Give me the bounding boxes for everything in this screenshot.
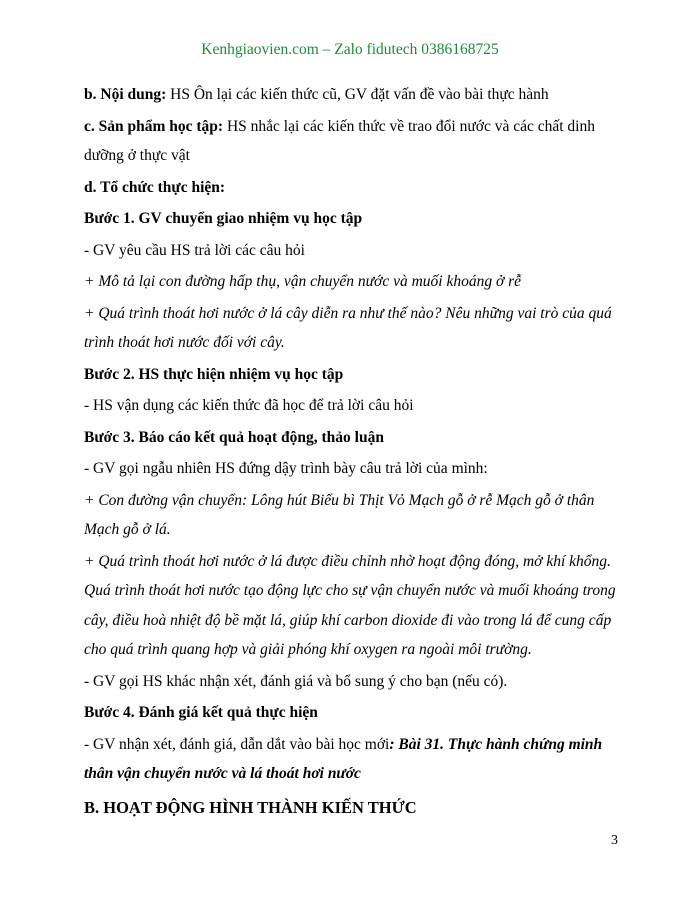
step4-line1-plain: - GV nhận xét, đánh giá, dẫn dắt vào bài học mới	[84, 735, 390, 753]
step4-title: Bước 4. Đánh giá kết quả thực hiện	[84, 704, 318, 721]
step3-line4: - GV gọi HS khác nhận xét, đánh giá và bổ sung ý cho bạn (nếu có).	[84, 672, 508, 690]
header-separator: –	[318, 41, 335, 58]
product-text: HS nhắc lại các kiến thức về trao đổi nước và các chất dinh dưỡng ở thực vật	[84, 117, 595, 164]
section-b-heading: B. HOẠT ĐỘNG HÌNH THÀNH KIẾN THỨC	[84, 797, 417, 817]
content-text: HS Ôn lại các kiến thức cũ, GV đặt vấn đề vào bài thực hành	[166, 86, 549, 103]
step3-line2: + Con đường vận chuyển: Lông hút Biểu bì Thịt Vỏ Mạch gỗ ở rễ Mạch gỗ ở thân Mạch gỗ ở lá.	[84, 491, 595, 538]
document-body	[84, 80, 624, 822]
organize-label: d. Tổ chức thực hiện:	[84, 178, 226, 196]
step3-line3: + Quá trình thoát hơi nước ở lá được điều chỉnh nhờ hoạt động đóng, mở khí khổng. Quá trình thoát hơi nước tạo động lực cho sự vận chuyển nước và muối khoáng trong cây, điều hoà nhiệt độ bề mặt lá, giúp khí carbon dioxide đi vào trong lá để cung cấp cho quá trình quang hợp và giải phóng khí oxygen ra ngoài môi trường.	[84, 552, 616, 658]
step1-line1: - GV yêu cầu HS trả lời các câu hỏi	[84, 241, 305, 259]
header-site[interactable]: Kenhgiaovien.com	[201, 41, 319, 58]
product-label: c. Sản phẩm học tập:	[84, 117, 224, 135]
step4-paragraph	[84, 730, 624, 789]
step2-title: Bước 2. HS thực hiện nhiệm vụ học tập	[84, 365, 344, 383]
step4-line1-bold: : Bài 31. Thực hành chứng minh thân vận chuyển nước và lá thoát hơi nước	[84, 735, 603, 782]
content-label: b. Nội dung:	[84, 86, 167, 103]
step1-title: Bước 1. GV chuyển giao nhiệm vụ học tập	[84, 210, 363, 227]
step1-line2: + Mô tả lại con đường hấp thụ, vận chuyển nước và muối khoáng ở rễ	[84, 273, 522, 290]
product-paragraph	[84, 112, 624, 171]
header-contact[interactable]: Zalo fidutech 0386168725	[334, 41, 499, 58]
content-paragraph	[84, 80, 624, 110]
page-number: 3	[611, 833, 618, 848]
step1-line3: + Quá trình thoát hơi nước ở lá cây diễn ra như thế nào? Nêu những vai trò của quá trình thoát hơi nước đối với cây.	[84, 304, 612, 351]
page-header	[0, 40, 700, 60]
step3-line1: - GV gọi ngẫu nhiên HS đứng dậy trình bày câu trả lời của mình:	[84, 460, 488, 477]
step2-line1: - HS vận dụng các kiến thức đã học để trả lời câu hỏi	[84, 397, 414, 414]
step3-title: Bước 3. Báo cáo kết quả hoạt động, thảo luận	[84, 428, 384, 446]
